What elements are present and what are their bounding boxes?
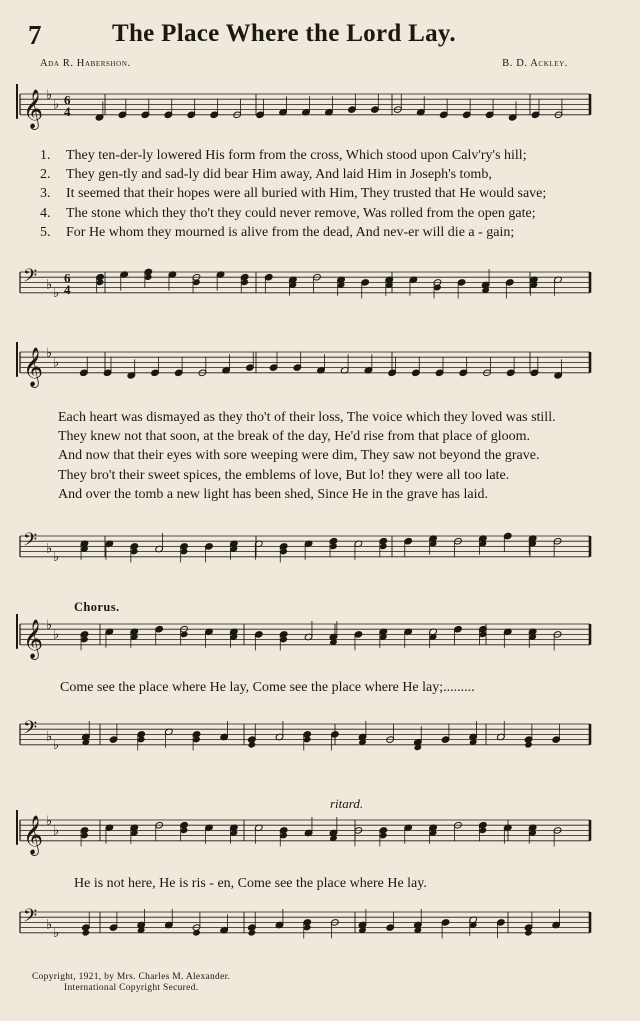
time-signature-top: 6 (64, 270, 71, 286)
flat-icon: ♭ (53, 355, 60, 371)
flat-icon: ♭ (46, 814, 53, 829)
treble-clef-icon: 𝄞 (23, 814, 44, 855)
time-signature-top: 6 (64, 92, 71, 108)
time-signature-bottom: 4 (64, 103, 71, 119)
flat-icon: ♭ (46, 917, 53, 933)
chorus-lyric-2: He is not here, He is ris - en, Come see the place where He lay. (74, 876, 427, 891)
verse-block-b (58, 408, 618, 504)
bass-staff-chorus-1 (0, 706, 640, 778)
verse-line-4a: 4. The stone which they tho't they could never remove, Was rolled from the open gate; (40, 205, 536, 221)
flat-icon: ♭ (46, 277, 53, 293)
flat-icon: ♭ (53, 97, 60, 113)
treble-staff-system-1 (0, 82, 640, 148)
verse-line-2a: 2. They gen-tly and sad-ly did bear Him away, And laid Him in Joseph's tomb, (40, 167, 492, 183)
flat-icon: ♭ (46, 729, 53, 745)
chorus-label: Chorus. (74, 600, 120, 614)
composer-credit: B. D. Ackley. (502, 58, 568, 69)
time-signature-bottom: 4 (64, 281, 71, 297)
flat-icon: ♭ (53, 285, 60, 301)
flat-icon: ♭ (53, 925, 60, 941)
treble-staff-chorus-1 (0, 610, 640, 680)
treble-staff-system-2 (0, 340, 640, 406)
flat-icon: ♭ (53, 549, 60, 565)
flat-icon: ♭ (46, 541, 53, 557)
flat-icon: ♭ (53, 627, 60, 643)
verse-line-1b: Each heart was dismayed as they tho't of their loss, The voice which they loved was still. (58, 410, 556, 425)
treble-clef-icon: 𝄞 (23, 88, 44, 129)
verse-line-3b: And now that their eyes with sore weeping were dim, They saw not beyond the grave. (58, 448, 540, 464)
verse-line-5a: 5. For He whom they mourned is alive from the dead, And nev-er will die a - gain; (40, 224, 515, 240)
flat-icon: ♭ (53, 823, 60, 839)
verse-line-2b: They knew not that soon, at the break of the day, He'd rise from that place of gloom. (58, 429, 531, 445)
verse-block-a (40, 146, 600, 242)
flat-icon: ♭ (46, 618, 53, 633)
flat-icon: ♭ (46, 346, 53, 361)
treble-clef-icon: 𝄞 (23, 346, 44, 387)
bass-clef-icon: 𝄢 (23, 266, 38, 291)
flat-icon: ♭ (46, 88, 53, 103)
verse-line-1a: 1. They ten-der-ly lowered His form from the cross, Which stood upon Calv'ry's hill; (40, 148, 527, 163)
treble-clef-icon: 𝄞 (23, 618, 44, 659)
hymn-title: The Place Where the Lord Lay. (112, 20, 456, 47)
treble-staff-chorus-2 (0, 808, 640, 876)
bass-staff-system-2 (0, 506, 640, 590)
copyright-notice: Copyright, 1921, by Mrs. Charles M. Alexander. International Copyright Secured. (32, 972, 231, 993)
verse-line-3a: 3. It seemed that their hopes were all buried with Him, They trusted that He would save; (40, 186, 547, 202)
chorus-lyric-1: Come see the place where He lay, Come see the place where He lay;......... (60, 680, 475, 695)
bass-clef-icon: 𝄢 (23, 906, 38, 931)
bass-staff-system-1 (0, 248, 640, 328)
bass-clef-icon: 𝄢 (23, 718, 38, 743)
verse-line-4b: They bro't their sweet spices, the emblems of love, But lo! they were all too late. (58, 467, 510, 483)
verse-line-5b: And over the tomb a new light has been shed, Since He in the grave has laid. (58, 486, 488, 502)
bass-staff-chorus-2 (0, 898, 640, 966)
bass-clef-icon: 𝄢 (23, 530, 38, 555)
author-credit: Ada R. Habershon. (40, 58, 131, 69)
ritard-marking: ritard. (330, 796, 364, 811)
flat-icon: ♭ (53, 737, 60, 753)
hymn-number: 7 (28, 20, 42, 50)
